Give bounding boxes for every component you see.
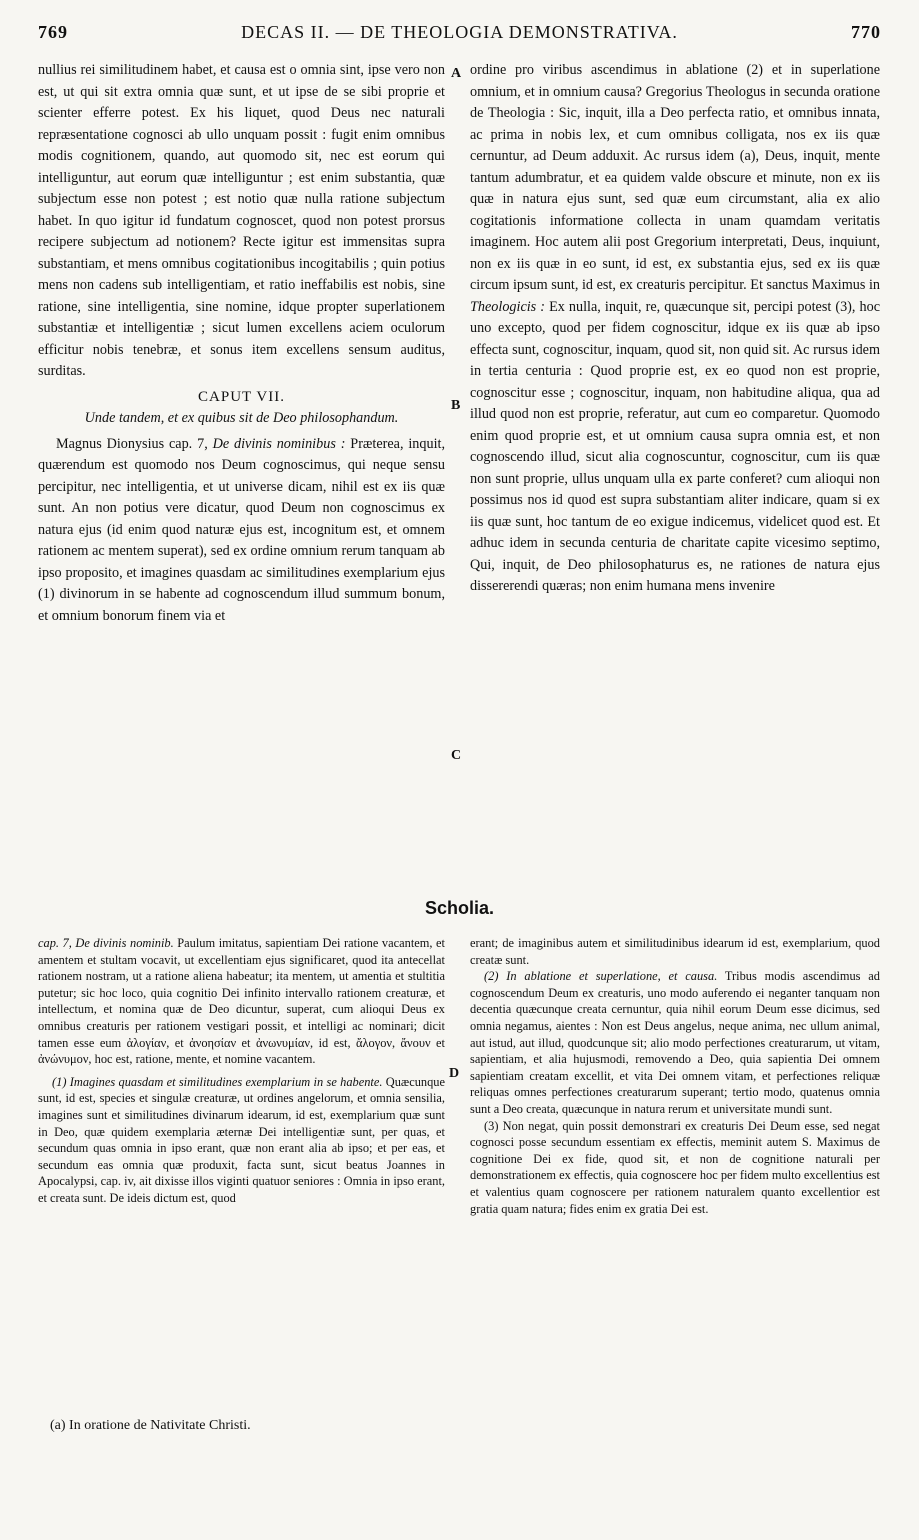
left-paragraph-2 <box>38 434 445 628</box>
left-paragraph-1: nullius rei similitudinem habet, et causa est o omnia sint, ipse vero non est, ut qui sit extra omnia quæ sunt, et ut ipse de se sibi proprie et scienter efferre potest. Ex his liquet, quod Deus nec naturali repræsentatione cognosci ab ullo unquam possit : fugit enim omnibus modis cognitionem, quando, aut quomodo sit, nec est eorum qui intelliguntur, aut eorum quæ intelliguntur ; est enim substantia, quæ subjectum esse non potest ; est notio quæ nulla ratione subjectum habet. In quo igitur id fundatum cognoscet, quod non potest prorsus recipere subjectum ad notionem? Recte igitur est immensitas supra substantiam, et mens omnibus cogitationibus incogitabilis ; quin potius mens non cadens sub intelligentiam, et ratio ineffabilis est nobis, sine ratione, sine intelligentia, sine nomine, idque propter superlationem substantiæ et intelligentiæ ; sicut lumen excellens aciem oculorum efficitur nobis tenebræ, et sonus item excellens sensum auditus, surditas. <box>38 62 445 379</box>
page-number-left: 769 <box>38 22 68 42</box>
scholia-note-1-text: Quæcunque sunt, id est, species et singulæ creaturæ, ut ordines angelorum, et omnia sensilia, imagines sunt et similitudines divinarum idearum, id est, exemplarium quæ sunt in Deo, quæ quidem exemplaria æternæ Dei intelligentiæ sunt, per quas, et secundum quas omnia in ipso erant, quæ non erant alia ab ipso; et per eas, et secundum eas omnia quæ produxit, facta sunt, sicut beatus Joannes in Apocalypsi, cap. iv, ait dixisse illos viginti quatuor seniores : Omnia in ipso erant, et creata sunt. De ideis dictum est, quod <box>38 1074 445 1205</box>
scholia-note-intro-text: Paulum imitatus, sapientiam Dei ratione vacantem, et amentem et stultam vocavit, ut excellentiam ejus significaret, quod ita antecellat rationem nostram, ut a ratione aliena habeatur; ita mentem, ut amentia et stultitia putetur; sic hoc loco, quia cognitio Dei infinito intervallo rationem creaturæ, et intellectum, et nomina quæ de Deo dicuntur, superat, cum alioqui Deus ex omnibus creaturis per rationem vestigari possit, et intelligi ac nominari; dicit tamen esse eum ἀλογίαν, et ἀνοησίαν et ἀνωνυμίαν, id est, ἄλογον, ἄνουν et ἀνώνυμον, hoc est, ratione, mente, et nomine vacantem. <box>38 936 445 1067</box>
running-title: DECAS II. — DE THEOLOGIA DEMONSTRATIVA. <box>241 22 678 42</box>
scholia-right-column <box>470 935 880 1217</box>
right-work-title: Theologicis : <box>470 298 545 315</box>
scholia-left-column <box>38 935 445 1207</box>
scholia-heading: Scholia. <box>424 898 495 918</box>
right-column <box>470 60 880 598</box>
scholia-note-1-cont: erant; de imaginibus autem et similitudinibus idearum id est, exemplarium, quod creatæ sunt. <box>470 936 880 967</box>
scholia-note-2-lemma: (2) In ablatione et superlatione, et causa. <box>484 969 718 984</box>
p2-work-title: De divinis nominibus : <box>212 435 346 452</box>
chapter-title: CAPUT VII. <box>198 388 285 405</box>
chapter-subtitle: Unde tandem, et ex quibus sit de Deo philosophandum. <box>84 410 399 426</box>
right-text-a: ordine pro viribus ascendimus in ablatione (2) et in superlatione omnium, et in omnium causa? Gregorius Theologus in secunda oratione de Theologia : Sic, inquit, illa a Deo perfecta ratio, et omnibus innata, ac prima in nobis lex, et cum omnibus colligata, nos ex iis quæ cernuntur, ad Deum adduxit. Ac rursus idem (a), Deus, inquit, mente tantum adumbratur, et ea quidem valde obscure et minute, non ex iis quæ in natura ejus sunt, sed quæ eum circumstant, alia ex alio cogitationis informatione collecta in unam quamdam veritatis imaginem. Hoc autem alii post Gregorium interpretati, Deus, inquiunt, non ex iis quæ in eo sunt, id est, ex substantia ejus, sed ex iis quæ circum ipsum sunt, id est, ex creaturis percipitur. Et sanctus Maximus in <box>470 62 880 293</box>
scholia-note-intro-lemma: cap. 7, De divinis nominib. <box>38 936 174 950</box>
footnote: (a) In oratione de Nativitate Christi. <box>50 1418 251 1433</box>
scholia-note-2-text: Tribus modis ascendimus ad cognoscendum Deum ex creaturis, uno modo auferendo ei neganter tanquam non decentia quæcunque creata cernuntur, quia nihil eorum Deum esse dicimus, sed omnia negamus, aientes : Non est Deus angelus, neque anima, nec ullum animal, aut istud, aut illud, quodcunque sit; alio modo perfectiones creaturarum, ut vitam, sapientiam, et alia hujusmodi, removendo a Deo, quia sapientia Dei omnem sapientiam creatam excellit, et vita Dei omnem vitam, et perfectiones reliquæ reliquas omnes perfectiones creaturarum superant; tertio modo, quatenus omnia sunt a Deo creata, quæcunque in natura rerum et universitate mundi sunt. <box>470 969 880 1116</box>
page-number-right: 770 <box>851 22 881 42</box>
scholia-note-1-lemma: (1) Imagines quasdam et similitudines exemplarium in se habente. <box>52 1074 383 1089</box>
scholia-note-3: (3) Non negat, quin possit demonstrari ex creaturis Dei Deum esse, sed negat cognosci posse secundum essentiam ex effectis, meminit autem S. Maximus de cognitione Dei ex fide, quod sit, et non de cognitione naturali per demonstrationem ex effectis, quia cognoscere hoc per fidem multo excellentius est et valentius quam cognoscere per rationem naturalem quanto excellentior est gratia quam natura; fides enim ex gratia Dei est. <box>470 1118 880 1216</box>
p2-text: Præterea, inquit, quærendum est quomodo nos Deum cognoscimus, qui neque sensu percipitur, nec intelligentia, et ut universe dicam, nihil est ex iis quæ sunt. An non potius vere dicatur, quod Deum non cognoscimus ex natura ejus (id enim quod naturæ ejus est, incognitum est, et omnem rationem ac mentem superat), sed ex ordine omnium rerum tanquam ab ipso proposito, et imagines quasdam ac similitudines exemplarium ejus (1) divinorum in se habente ad cognoscendum illud summum bonum, et omnium bonorum finem via et <box>38 435 446 624</box>
scholia-note-intro <box>38 935 445 1068</box>
margin-marker-d: D <box>449 1066 460 1081</box>
left-column <box>38 60 445 627</box>
margin-marker-c: C <box>451 748 462 763</box>
running-header <box>38 22 881 50</box>
scholia-note-2 <box>470 968 880 1117</box>
margin-marker-a: A <box>451 66 462 81</box>
scholia-note-1 <box>38 1074 445 1207</box>
p2-lead: Magnus Dionysius cap. 7, <box>56 435 213 452</box>
margin-marker-b: B <box>451 398 461 413</box>
right-text-b: Ex nulla, inquit, re, quæcunque sit, percipi potest (3), hoc uno excepto, quod per fidem cognoscitur, idque ex iis quæ ab ipso effecta sunt, cognoscitur, inquam, quod sit, non quid sit. Ac rursus idem in tertia centuria : Quod proprie est, ex eo quod non est proprie, cognoscitur esse ; cognoscitur, inquam, non habitudine aliqua, qua ad illud quod non est proprie, referatur, aut cum eo comparetur. Quomodo enim quod proprie est, et ut omnium causa supra omnia est, et non cognoscendo illud, sicut alia cognoscuntur, cognoscitur, cum iis quæ non sunt proprie, ullus unquam ulla ex parte conferet? cum alioqui non possimus nos id quod est supra substantiam aliter indicare, quam si ex iis quæ sunt, hoc tantum de eo exigue indicemus, videlicet quod est. Et adhuc idem in secunda centuria de charitate capite vicesimo septimo, Qui, inquit, de Deo philosophaturus es, ne rationes de natura ejus dissererendi quæras; non enim humana mens invenire <box>470 298 880 594</box>
right-paragraph-1 <box>470 60 880 598</box>
